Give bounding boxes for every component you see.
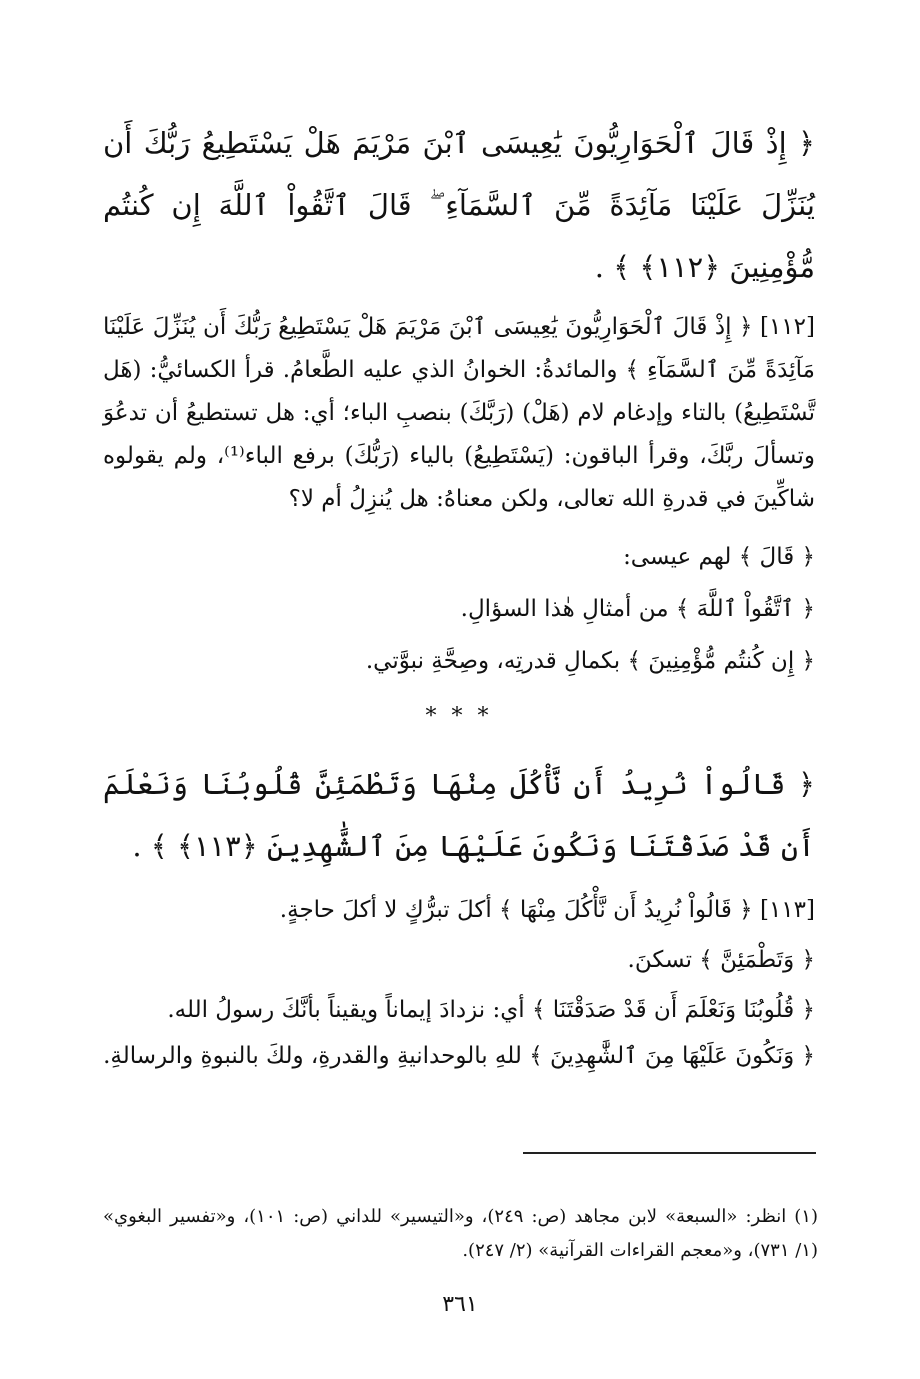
- commentary-113-line-4: ﴿ وَنَكُونَ عَلَيْهَا مِنَ ٱلشَّٰهِدِينَ ﴾ للهِ بالوحدانيةِ والقدرةِ، ولكَ بالنبوةِ والرسالةِ.: [103, 1043, 815, 1069]
- footnote-divider: [523, 1152, 816, 1154]
- quran-verse-112: ﴿ إِذْ قَالَ ٱلْحَوَارِيُّونَ يَٰعِيسَى ٱبْنَ مَرْيَمَ هَلْ يَسْتَطِيعُ رَبُّكَ أَن يُنَزِّلَ عَلَيْنَا مَآئِدَةً مِّنَ ٱلسَّمَآءِ ۖ قَالَ ٱتَّقُواْ ٱللَّهَ إِن كُنتُم مُّؤْمِنِينَ ﴿١١٢﴾ ﴾ .: [103, 126, 815, 284]
- commentary-line-ittaqu: ﴿ ٱتَّقُواْ ٱللَّهَ ﴾ من أمثالِ هٰذا السؤالِ.: [460, 596, 815, 622]
- commentary-113-line-2: ﴿ وَتَطْمَئِنَّ ﴾ تسكنَ.: [627, 947, 815, 973]
- commentary-112: [١١٢] ﴿ إِذْ قَالَ ٱلْحَوَارِيُّونَ يَٰعِيسَى ٱبْنَ مَرْيَمَ هَلْ يَسْتَطِيعُ رَبُّكَ أَن يُنَزِّلَ عَلَيْنَا مَآئِدَةً مِّنَ ٱلسَّمَآءِ ﴾ والمائدةُ: الخوانُ الذي عليه الطَّعامُ. قرأ الكسائيُّ: (هَل تَّسْتَطِيعُ) بالتاء وإدغام لام (هَلْ) (رَبَّكَ) بنصبِ الباء؛ أي: هل تستطيعُ أن تدعُوَ وتسألَ ربَّكَ، وقرأ الباقون: (يَسْتَطِيعُ) بالياء (رَبُّكَ) برفع الباء⁽¹⁾، ولم يقولوه شاكِّينَ في قدرةِ الله تعالى، ولكن معناهُ: هل يُنزِلُ أم لا؟: [103, 314, 815, 512]
- commentary-113-line-1: [١١٣] ﴿ قَالُواْ نُرِيدُ أَن نَّأْكُلَ مِنْهَا ﴾ أكلَ تبرُّكٍ لا أكلَ حاجةٍ.: [279, 897, 815, 923]
- commentary-line-qala: ﴿ قَالَ ﴾ لهم عيسى:: [623, 544, 815, 570]
- footnote: (١) انظر: «السبعة» لابن مجاهد (ص: ٢٤٩)، و«التيسير» للداني (ص: ١٠١)، و«تفسير البغوي» (١/ ٧٣١)، و«معجم القراءات القرآنية» (٢/ ٢٤٧).: [103, 1206, 818, 1261]
- commentary-113-line-3: ﴿ قُلُوبُنَا وَنَعْلَمَ أَن قَدْ صَدَقْتَنَا ﴾ أي: نزدادَ إيماناً ويقيناً بأنَّكَ رسولُ الله.: [167, 997, 815, 1023]
- section-separator: * * *: [425, 704, 493, 729]
- page-number: ٣٦١: [442, 1292, 478, 1317]
- quran-verse-113: ﴿ قَالُواْ نُرِيدُ أَن نَّأْكُلَ مِنْهَا وَتَطْمَئِنَّ قُلُوبُنَا وَنَعْلَمَ أَن قَدْ صَدَقْتَنَا وَنَكُونَ عَلَيْهَا مِنَ ٱلشَّٰهِدِينَ ﴿١١٣﴾ ﴾ .: [103, 767, 815, 863]
- page-body: [103, 112, 815, 1078]
- commentary-line-in-kuntum: ﴿ إِن كُنتُم مُّؤْمِنِينَ ﴾ بكمالِ قدرتِه، وصِحَّةِ نبوَّتي.: [365, 648, 815, 674]
